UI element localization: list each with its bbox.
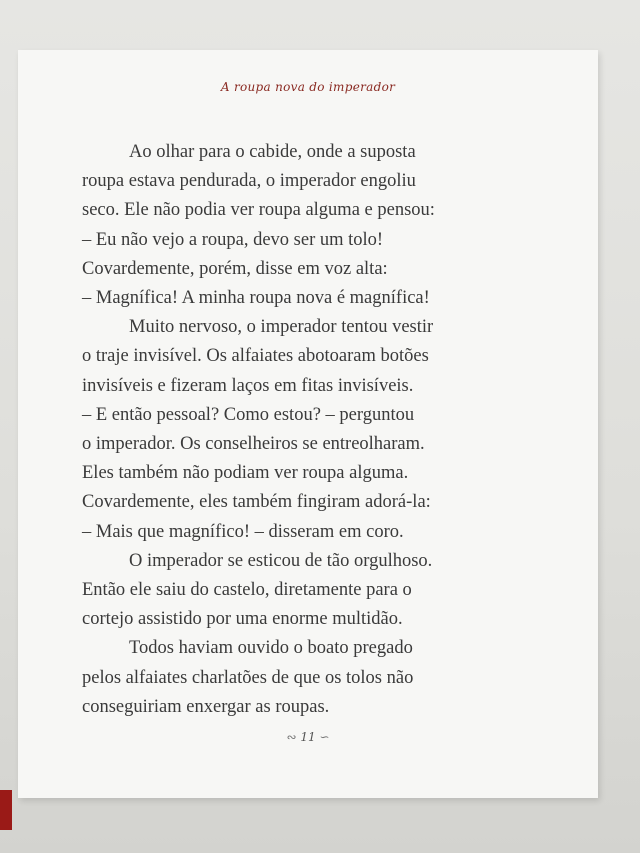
text-line: o traje invisível. Os alfaiates abotoaram botões xyxy=(82,346,429,367)
page-number-footer xyxy=(18,730,598,744)
text-line: – Magnífica! A minha roupa nova é magnífica! xyxy=(82,288,430,309)
text-line: Ao olhar para o cabide, onde a suposta xyxy=(129,142,416,162)
running-header: A roupa nova do imperador xyxy=(220,80,396,94)
text-line: Muito nervoso, o imperador tentou vestir xyxy=(129,317,434,338)
text-line: Então ele saiu do castelo, diretamente para o xyxy=(82,580,412,601)
text-line: cortejo assistido por uma enorme multidão. xyxy=(82,609,403,630)
body-text xyxy=(82,138,522,722)
ornament-right-icon: ∽ xyxy=(319,730,330,744)
text-line: o imperador. Os conselheiros se entreolharam. xyxy=(82,434,425,455)
ornament-left-icon: ∾ xyxy=(286,730,297,744)
text-line: conseguiriam enxergar as roupas. xyxy=(82,696,330,717)
text-line: Covardemente, porém, disse em voz alta: xyxy=(82,258,388,279)
text-line: Covardemente, eles também fingiram adorá-la: xyxy=(82,492,431,513)
text-line: Eles também não podiam ver roupa alguma. xyxy=(82,463,409,484)
page-number: 11 xyxy=(300,730,316,744)
text-line: O imperador se esticou de tão orgulhoso. xyxy=(129,550,433,571)
text-line: pelos alfaiates charlatões de que os tolos não xyxy=(82,667,414,688)
text-line: Todos haviam ouvido o boato pregado xyxy=(129,638,413,659)
text-line: – Eu não vejo a roupa, devo ser um tolo! xyxy=(82,229,384,250)
text-line: seco. Ele não podia ver roupa alguma e pensou: xyxy=(82,200,435,221)
book-page xyxy=(18,50,598,798)
text-line: – E então pessoal? Como estou? – perguntou xyxy=(82,404,415,425)
text-line: roupa estava pendurada, o imperador engoliu xyxy=(82,171,416,192)
book-cover-edge xyxy=(0,790,12,830)
text-line: – Mais que magnífico! – disseram em coro. xyxy=(82,521,404,542)
text-line: invisíveis e fizeram laços em fitas invisíveis. xyxy=(82,375,414,396)
